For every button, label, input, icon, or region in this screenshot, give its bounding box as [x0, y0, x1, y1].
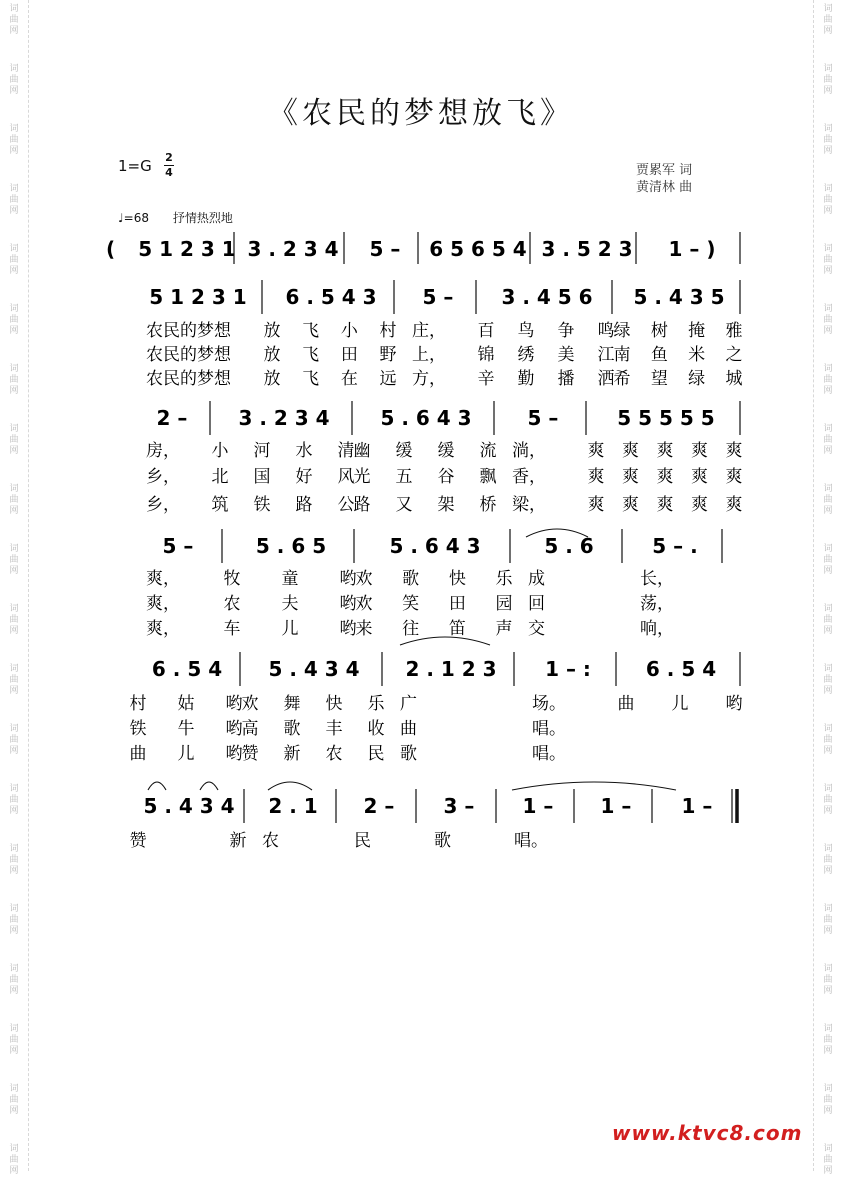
margin-watermark-text: 词 曲 网: [823, 484, 833, 516]
lyric-syllable: 儿: [671, 694, 689, 714]
lyric-syllable: 哟: [725, 694, 743, 714]
lyric-syllable: 飘: [479, 467, 497, 487]
intro-measure: 5 –: [369, 237, 401, 261]
lyric-syllable: 爽，: [146, 619, 180, 639]
lyric-syllable: 场。: [532, 694, 566, 714]
lyric-syllable: 爽: [587, 441, 605, 461]
margin-watermark-text: 词 曲 网: [9, 304, 19, 336]
intro-measure: 6 5 6 5 4: [429, 237, 527, 261]
lyric-syllable: 光: [353, 467, 371, 487]
lyric-syllable: 路: [353, 495, 371, 515]
score-measure: 1 –: [522, 794, 554, 818]
lyric-syllable: 城: [725, 369, 743, 389]
margin-watermark-text: 词 曲 网: [823, 724, 833, 756]
lyric-syllable: 往: [402, 619, 420, 639]
margin-watermark-text: 词 曲 网: [823, 964, 833, 996]
lyric-syllable: 笛: [448, 619, 466, 639]
lyric-syllable: 哟: [225, 719, 243, 739]
lyric-syllable: 民: [354, 831, 371, 851]
margin-watermark-text: 词 曲 网: [9, 184, 19, 216]
margin-watermark-text: 词 曲 网: [9, 4, 19, 36]
lyric-syllable: 洒: [597, 369, 615, 389]
lyric-syllable: 儿: [281, 619, 299, 639]
intro-open-paren: (: [106, 237, 116, 261]
intro-measure: 1 – ): [668, 237, 716, 261]
margin-watermark-text: 词 曲 网: [9, 1144, 19, 1176]
margin-watermark-text: 词 曲 网: [823, 604, 833, 636]
lyric-syllable: 五: [395, 467, 413, 487]
score-measure: 5 . 4 3 4: [143, 794, 235, 818]
tempo-bpm: ♩=68: [118, 211, 149, 225]
score-measure: 6 . 5 4: [151, 657, 223, 681]
lyric-syllable: 路: [295, 495, 313, 515]
lyric-syllable: 广: [400, 694, 417, 714]
score-measure: 5 – .: [652, 534, 698, 558]
lyric-syllable: 爽: [691, 467, 708, 487]
lyricist-credit: 贾累军 词: [636, 163, 693, 178]
lyric-syllable: 歌: [402, 569, 420, 589]
lyric-syllable: 哟: [339, 594, 357, 614]
composer-credit: 黄清林 曲: [636, 180, 693, 195]
margin-watermark-text: 词 曲 网: [823, 1144, 833, 1176]
margin-watermark-text: 词 曲 网: [823, 244, 833, 276]
lyric-syllable: 放: [263, 345, 281, 365]
site-watermark: www.ktvc8.com: [612, 1121, 803, 1145]
lyric-syllable: 飞: [302, 369, 320, 389]
lyric-syllable: 爽: [691, 495, 708, 515]
margin-watermark-text: 词 曲 网: [823, 124, 833, 156]
lyric-syllable: 放: [263, 369, 281, 389]
margin-watermark-text: 词 曲 网: [9, 64, 19, 96]
lyric-syllable: 绿: [688, 369, 706, 389]
lyric-syllable: 丰: [325, 719, 343, 739]
lyric-syllable: 唱。: [532, 719, 566, 739]
lyric-syllable: 幽: [353, 441, 371, 461]
lyric-syllable: 绿: [613, 321, 631, 341]
lyric-syllable: 村: [379, 321, 397, 341]
lyric-syllable: 铁: [129, 719, 147, 739]
expression-marking: 抒情热烈地: [172, 211, 233, 225]
lyric-syllable: 爽: [725, 495, 743, 515]
margin-watermark-text: 词 曲 网: [9, 964, 19, 996]
lyric-syllable: 姑: [177, 694, 195, 714]
lyric-syllable: 雅: [725, 321, 743, 341]
margin-watermark-text: 词 曲 网: [9, 244, 19, 276]
lyric-syllable: 水: [295, 441, 313, 461]
score-measure: 3 –: [443, 794, 475, 818]
lyric-syllable: 之: [725, 345, 743, 365]
lyric-syllable: 农: [223, 594, 241, 614]
lyric-syllable: 高: [241, 719, 259, 739]
lyric-syllable: 爽，: [146, 569, 180, 589]
score-measure: 2 –: [156, 406, 188, 430]
lyric-syllable: 荡，: [640, 594, 674, 614]
intro-measure: 3 . 2 3 4: [247, 237, 339, 261]
lyric-syllable: 村: [129, 694, 147, 714]
song-title: 《农民的梦想放飞》: [268, 96, 574, 131]
margin-watermark-text: 词 曲 网: [823, 664, 833, 696]
lyric-syllable: 新: [229, 831, 247, 851]
lyric-syllable: 爽: [725, 467, 743, 487]
score-measure: 3 . 4 5 6: [501, 285, 593, 309]
lyric-syllable: 曲: [400, 719, 417, 739]
margin-watermark-text: 词 曲 网: [823, 64, 833, 96]
lyric-syllable: 筑: [211, 495, 229, 515]
score-measure: 5 5 5 5 5: [617, 406, 715, 430]
margin-watermark-text: 词 曲 网: [9, 904, 19, 936]
lyric-syllable: 小: [211, 441, 229, 461]
lyric-syllable: 民: [367, 744, 385, 764]
lyric-syllable: 哟: [225, 744, 243, 764]
lyric-syllable: 百: [477, 321, 495, 341]
lyric-syllable: 田: [340, 345, 358, 365]
lyric-syllable: 农民的梦想: [146, 321, 231, 341]
intro-measure: 3 . 5 2 3: [541, 237, 633, 261]
lyric-syllable: 牛: [177, 719, 195, 739]
margin-watermark-text: 词 曲 网: [823, 184, 833, 216]
lyric-syllable: 农: [325, 744, 343, 764]
lyric-syllable: 绣: [517, 345, 535, 365]
lyric-syllable: 又: [395, 495, 413, 515]
lyric-syllable: 爽: [622, 467, 639, 487]
lyric-syllable: 哟: [339, 619, 357, 639]
lyric-syllable: 香，: [512, 467, 546, 487]
lyric-syllable: 树: [650, 321, 668, 341]
lyric-syllable: 好: [295, 467, 313, 487]
lyric-syllable: 儿: [177, 744, 195, 764]
lyric-syllable: 成: [528, 569, 545, 589]
lyric-syllable: 回: [528, 594, 545, 614]
lyric-syllable: 爽: [587, 467, 605, 487]
lyric-syllable: 架: [437, 495, 455, 515]
lyric-syllable: 欢: [355, 594, 373, 614]
lyric-syllable: 歌: [434, 831, 451, 851]
lyric-syllable: 爽: [656, 441, 674, 461]
lyric-syllable: 梁，: [512, 495, 546, 515]
lyric-syllable: 童: [281, 569, 299, 589]
lyric-syllable: 掩: [688, 321, 706, 341]
lyric-syllable: 声: [495, 619, 513, 639]
slur: [200, 782, 218, 790]
lyric-syllable: 歌: [400, 744, 417, 764]
margin-watermark-text: 词 曲 网: [9, 664, 19, 696]
margin-watermark-text: 词 曲 网: [9, 484, 19, 516]
lyric-syllable: 爽: [622, 441, 639, 461]
lyric-syllable: 交: [528, 619, 545, 639]
lyric-syllable: 在: [340, 369, 358, 389]
lyric-syllable: 曲: [617, 694, 635, 714]
slur: [512, 782, 676, 790]
score-measure: 5 . 6: [544, 534, 594, 558]
lyric-syllable: 车: [223, 619, 241, 639]
lyric-syllable: 新: [283, 744, 301, 764]
score-measure: 2 –: [363, 794, 395, 818]
score-measure: 3 . 2 3 4: [238, 406, 330, 430]
lyric-syllable: 哟: [339, 569, 357, 589]
lyric-syllable: 飞: [302, 321, 320, 341]
lyric-syllable: 爽: [691, 441, 708, 461]
lyric-syllable: 缓: [395, 441, 413, 461]
margin-watermark-text: 词 曲 网: [823, 904, 833, 936]
score-measure: 5 . 4 3 5: [633, 285, 725, 309]
lyric-syllable: 笑: [402, 594, 420, 614]
margin-watermark-text: 词 曲 网: [9, 424, 19, 456]
lyric-syllable: 鱼: [650, 345, 668, 365]
lyric-syllable: 爽: [656, 467, 674, 487]
lyric-syllable: 农民的梦想: [146, 369, 231, 389]
lyric-syllable: 鸟: [517, 321, 535, 341]
lyric-syllable: 河: [253, 441, 271, 461]
lyric-syllable: 辛: [477, 369, 495, 389]
lyric-syllable: 快: [325, 694, 343, 714]
lyric-syllable: 淌，: [512, 441, 546, 461]
score-measure: 5 . 6 5: [255, 534, 327, 558]
lyric-syllable: 农民的梦想: [146, 345, 231, 365]
lyric-syllable: 放: [263, 321, 281, 341]
score-measure: 1 –: [600, 794, 632, 818]
intro-measure: 5 1 2 3 1: [138, 237, 236, 261]
lyric-syllable: 锦: [477, 345, 495, 365]
lyric-syllable: 田: [448, 594, 466, 614]
lyric-syllable: 希: [613, 369, 631, 389]
margin-watermark-text: 词 曲 网: [823, 364, 833, 396]
margin-watermark-text: 词 曲 网: [823, 1024, 833, 1056]
lyric-syllable: 公: [337, 495, 355, 515]
lyric-syllable: 来: [355, 619, 373, 639]
lyric-syllable: 方，: [412, 369, 446, 389]
lyric-syllable: 响，: [640, 619, 674, 639]
margin-watermark-text: 词 曲 网: [9, 784, 19, 816]
lyric-syllable: 南: [613, 345, 631, 365]
score-measure: 5 . 6 4 3: [389, 534, 481, 558]
lyric-syllable: 米: [688, 345, 706, 365]
score-measure: 2 . 1: [268, 794, 318, 818]
margin-watermark-text: 词 曲 网: [9, 1024, 19, 1056]
lyric-syllable: 桥: [479, 495, 497, 515]
slur: [148, 782, 166, 790]
margin-watermark-text: 词 曲 网: [9, 544, 19, 576]
lyric-syllable: 铁: [253, 495, 271, 515]
margin-watermark-text: 词 曲 网: [9, 724, 19, 756]
lyric-syllable: 小: [340, 321, 358, 341]
margin-watermark-text: 词 曲 网: [9, 364, 19, 396]
lyric-syllable: 上，: [412, 345, 446, 365]
margin-watermark-text: 词 曲 网: [9, 1084, 19, 1116]
lyric-syllable: 播: [557, 369, 575, 389]
margin-watermark-text: 词 曲 网: [823, 544, 833, 576]
lyric-syllable: 曲: [129, 744, 147, 764]
lyric-syllable: 欢: [355, 569, 373, 589]
score-measure: 5 1 2 3 1: [149, 285, 247, 309]
lyric-syllable: 鸣: [597, 321, 615, 341]
slur: [268, 782, 312, 790]
lyric-syllable: 清: [337, 441, 355, 461]
margin-watermark-text: 词 曲 网: [823, 304, 833, 336]
score-measure: 5 –: [162, 534, 194, 558]
lyric-syllable: 爽: [725, 441, 743, 461]
lyric-syllable: 争: [557, 321, 575, 341]
lyric-syllable: 爽: [656, 495, 674, 515]
key-signature: 1=G: [118, 157, 152, 175]
score-measure: 2 . 1 2 3: [405, 657, 497, 681]
lyric-syllable: 园: [495, 594, 513, 614]
lyric-syllable: 野: [379, 345, 397, 365]
score-measure: 6 . 5 4 3: [285, 285, 377, 309]
lyric-syllable: 爽: [587, 495, 605, 515]
lyric-syllable: 乡，: [146, 467, 180, 487]
score-measure: 5 . 4 3 4: [268, 657, 360, 681]
lyric-syllable: 谷: [437, 467, 455, 487]
margin-watermark-text: 词 曲 网: [823, 844, 833, 876]
margin-watermark-text: 词 曲 网: [823, 424, 833, 456]
margin-watermark-text: 词 曲 网: [823, 1084, 833, 1116]
margin-watermark-text: 词 曲 网: [823, 784, 833, 816]
lyric-syllable: 欢: [241, 694, 259, 714]
lyric-syllable: 唱。: [532, 744, 566, 764]
margin-watermark-text: 词 曲 网: [9, 844, 19, 876]
lyric-syllable: 舞: [283, 694, 301, 714]
score-measure: 1 – :: [545, 657, 591, 681]
margin-watermark-text: 词 曲 网: [9, 124, 19, 156]
lyric-syllable: 赞: [241, 744, 259, 764]
lyric-syllable: 爽，: [146, 594, 180, 614]
lyric-syllable: 唱。: [514, 831, 548, 851]
lyric-syllable: 北: [211, 467, 229, 487]
lyric-syllable: 乐: [367, 694, 385, 714]
lyric-syllable: 乐: [495, 569, 513, 589]
lyric-syllable: 长，: [640, 569, 674, 589]
margin-watermark-text: 词 曲 网: [823, 4, 833, 36]
lyric-syllable: 国: [253, 467, 271, 487]
lyric-syllable: 勤: [517, 369, 535, 389]
lyric-syllable: 房，: [146, 441, 180, 461]
lyric-syllable: 望: [650, 369, 668, 389]
score-measure: 1 –: [681, 794, 713, 818]
lyric-syllable: 牧: [223, 569, 241, 589]
lyric-syllable: 美: [557, 345, 575, 365]
score-measure: 5 –: [422, 285, 454, 309]
time-signature: 2 4: [165, 151, 173, 179]
lyric-syllable: 乡，: [146, 495, 180, 515]
lyric-syllable: 夫: [281, 594, 299, 614]
lyric-syllable: 收: [367, 719, 385, 739]
lyric-syllable: 缓: [437, 441, 455, 461]
lyric-syllable: 快: [448, 569, 466, 589]
lyric-syllable: 流: [479, 441, 497, 461]
lyric-syllable: 赞: [129, 831, 147, 851]
lyric-syllable: 飞: [302, 345, 320, 365]
lyric-syllable: 农: [262, 831, 279, 851]
lyric-syllable: 江: [597, 345, 615, 365]
score-measure: 5 . 6 4 3: [380, 406, 472, 430]
lyric-syllable: 哟: [225, 694, 243, 714]
lyric-syllable: 歌: [283, 719, 301, 739]
lyric-syllable: 远: [379, 369, 397, 389]
lyric-syllable: 爽: [622, 495, 639, 515]
score-measure: 5 –: [527, 406, 559, 430]
score-measure: 6 . 5 4: [645, 657, 717, 681]
lyric-syllable: 风: [337, 467, 355, 487]
lyric-syllable: 庄，: [412, 321, 446, 341]
margin-watermark-text: 词 曲 网: [9, 604, 19, 636]
